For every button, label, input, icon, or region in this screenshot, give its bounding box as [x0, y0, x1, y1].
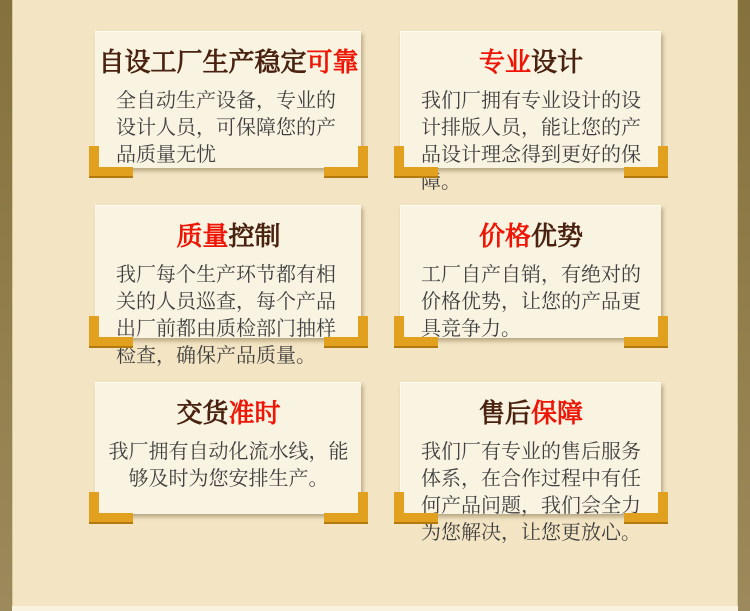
gold-corner-bracket-left-icon: [89, 146, 133, 176]
card-body-text: 我们厂拥有专业设计的设计排版人员，能让您的产品设计理念得到更好的保障。: [421, 88, 641, 193]
gold-corner-bracket-right-icon: [324, 146, 368, 176]
card-body-text: 全自动生产设备，专业的设计人员，可保障您的产品质量无忧: [116, 88, 336, 166]
card-title: [401, 46, 661, 80]
card-body-text: 工厂自产自销，有绝对的价格优势，让您的产品更具竞争力。: [421, 262, 641, 340]
card-title-part-dark: 控制: [228, 222, 281, 252]
gold-corner-bracket-left-icon: [394, 146, 438, 176]
feature-card-quality-control: [95, 205, 361, 367]
card-body-text: 我厂拥有自动化流水线，能够及时为您安排生产。: [108, 439, 349, 490]
gold-corner-bracket-left-icon: [89, 492, 133, 522]
gold-corner-bracket-left-icon: [89, 316, 133, 346]
card-title: [401, 220, 661, 254]
card-title: [96, 397, 361, 431]
card-title-part-dark: 设计: [531, 48, 584, 78]
gold-corner-bracket-right-icon: [324, 492, 368, 522]
card-title: [401, 397, 661, 431]
card-title-part-red: 保障: [531, 399, 584, 429]
feature-card-professional-design: [400, 31, 661, 193]
gold-corner-bracket-right-icon: [624, 146, 668, 176]
card-title: [96, 220, 361, 254]
card-title-part-red: 专业: [478, 48, 531, 78]
gold-corner-bracket-right-icon: [624, 316, 668, 346]
gold-corner-bracket-left-icon: [394, 492, 438, 522]
feature-card-on-time-delivery: [95, 382, 361, 514]
gold-corner-bracket-right-icon: [324, 316, 368, 346]
feature-card-price-advantage: [400, 205, 661, 338]
card-title-part-red: 准时: [228, 399, 281, 429]
bottom-edge-strip: [12, 606, 738, 611]
card-title-part-dark: 售后: [478, 399, 531, 429]
card-title: [96, 46, 361, 80]
card-body-text: 我们厂有专业的售后服务体系，在合作过程中有任何产品问题，我们会全力为您解决，让您更放心。: [421, 439, 641, 544]
feature-card-factory-stability: [95, 31, 361, 168]
right-border-stripe: [737, 0, 750, 611]
card-title-part-dark: 交货: [176, 399, 229, 429]
card-title-part-red: 价格: [478, 222, 531, 252]
left-border-stripe: [0, 0, 13, 611]
card-title-part-dark: 自设工厂生产稳定: [98, 48, 307, 78]
card-title-part-dark: 优势: [531, 222, 584, 252]
card-title-part-red: 质量: [176, 222, 229, 252]
feature-card-after-sales: [400, 382, 661, 544]
gold-corner-bracket-right-icon: [624, 492, 668, 522]
card-body-text: 我厂每个生产环节都有相关的人员巡查，每个产品出厂前都由质检部门抽样检查，确保产品质量。: [116, 262, 336, 367]
gold-corner-bracket-left-icon: [394, 316, 438, 346]
card-title-part-red: 可靠: [306, 48, 359, 78]
